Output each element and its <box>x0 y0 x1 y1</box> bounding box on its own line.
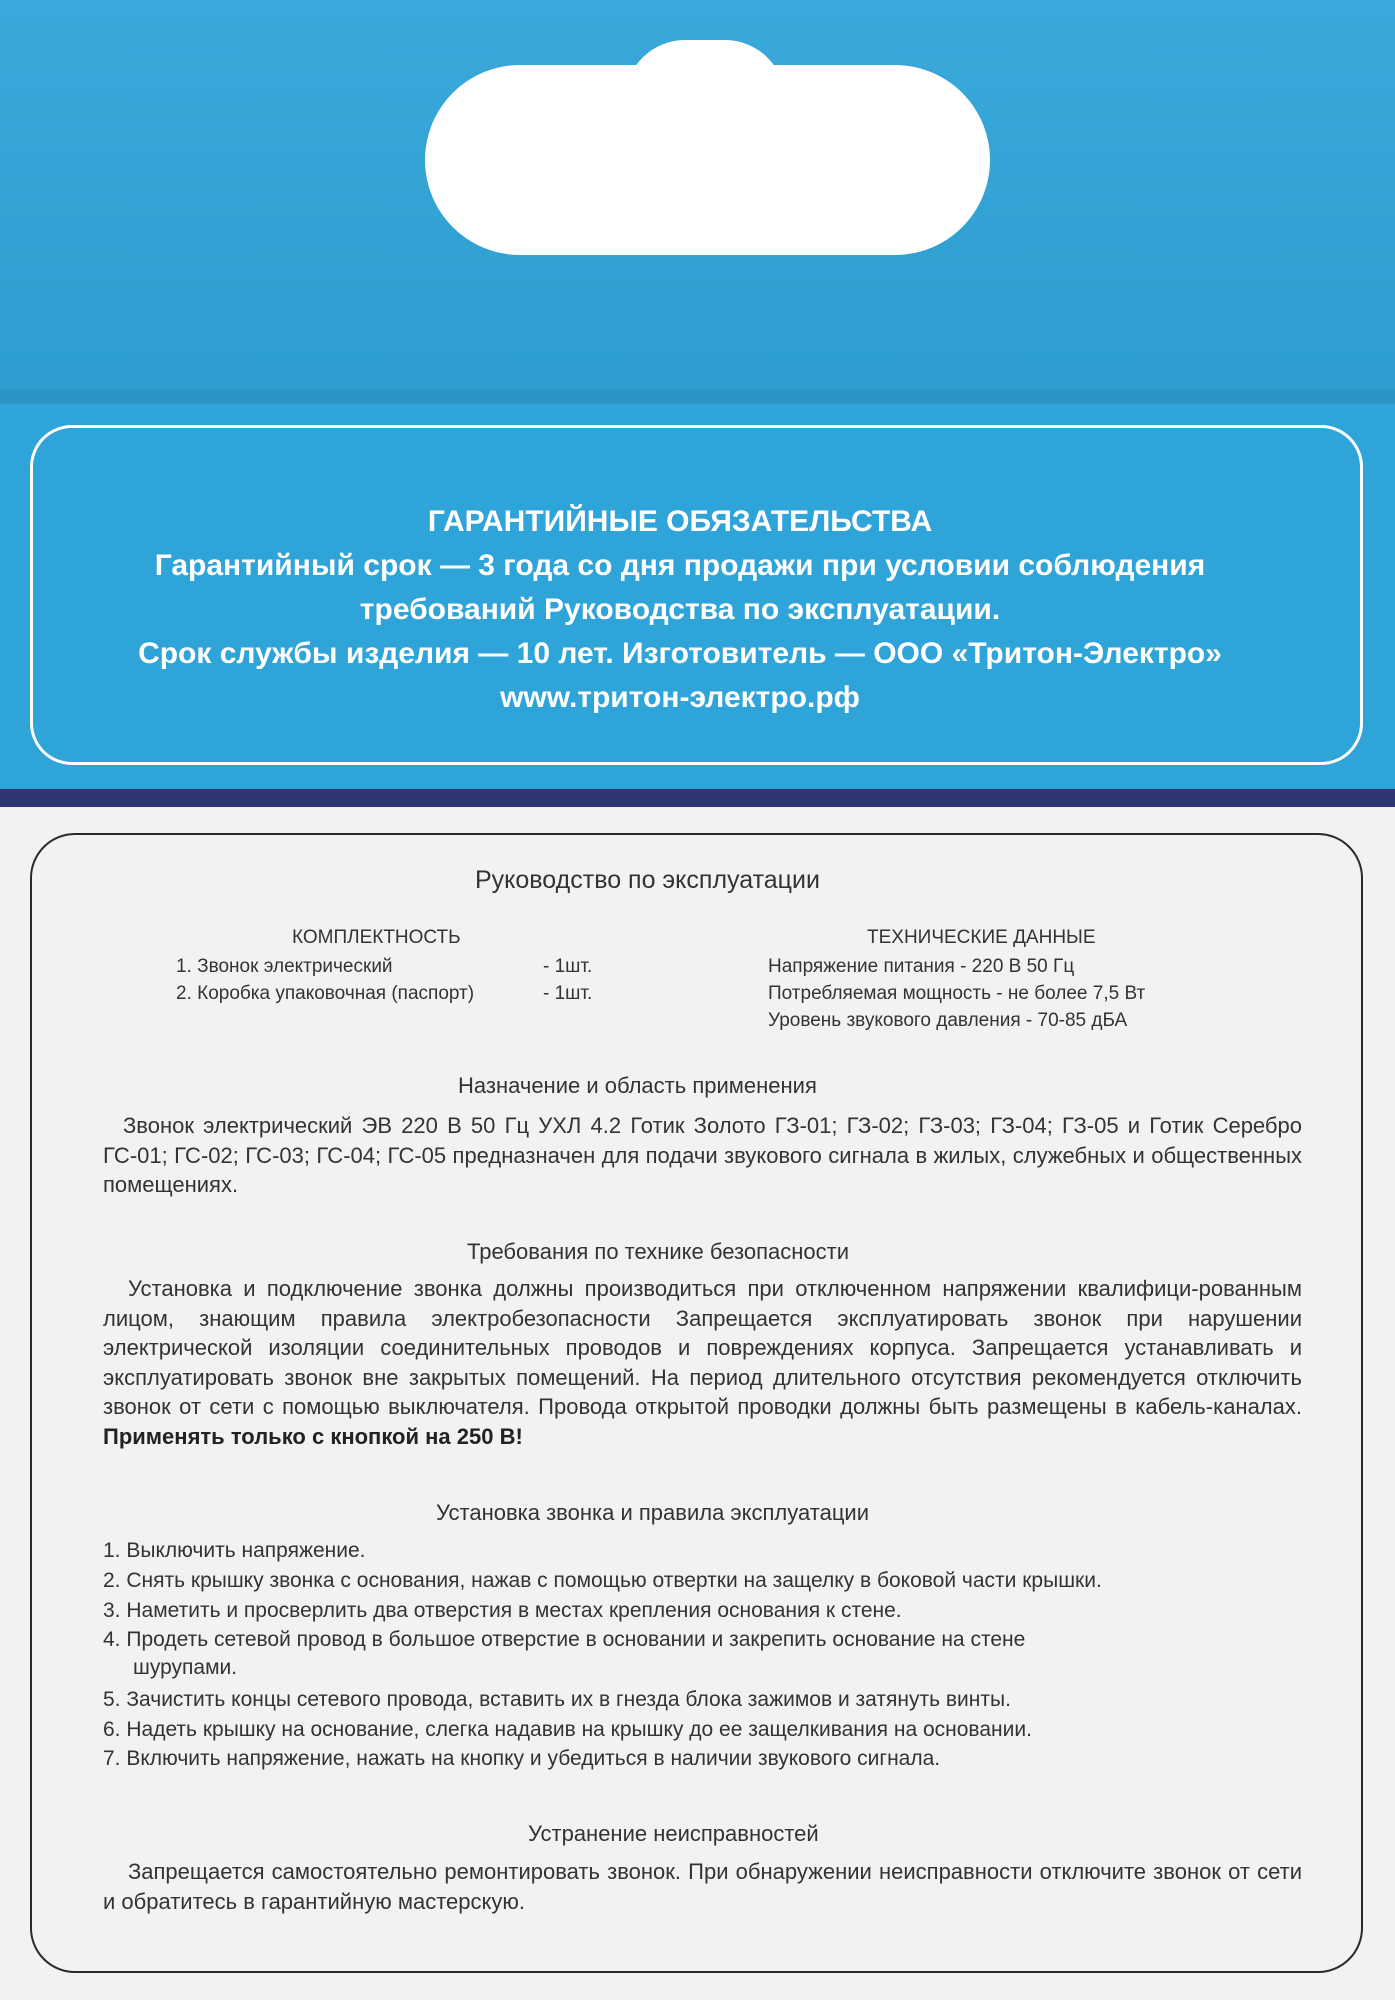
install-step-6: 6. Надеть крышку на основание, слегка надавив на крышку до ее защелкивания на основании. <box>103 1718 1032 1741</box>
install-step-2: 2. Снять крышку звонка с основания, нажав с помощью отвертки на защелку в боковой части крышки. <box>103 1569 1102 1592</box>
warranty-line-1: Гарантийный срок — 3 года со дня продажи при условии соблюдения <box>154 549 1206 582</box>
repair-heading: Устранение неисправностей <box>528 1821 819 1846</box>
hang-hole <box>425 65 990 255</box>
spec-item-1: Напряжение питания - 220 В 50 Гц <box>768 956 1075 977</box>
install-step-3: 3. Наметить и просверлить два отверстия в местах крепления основания к стене. <box>103 1599 902 1622</box>
navy-band <box>0 789 1395 807</box>
install-step-1: 1. Выключить напряжение. <box>103 1539 366 1562</box>
warranty-line-3: Срок службы изделия — 10 лет. Изготовитель — ООО «Тритон-Электро» <box>138 637 1222 670</box>
safety-paragraph <box>103 1274 1302 1451</box>
safety-heading: Требования по технике безопасности <box>467 1239 849 1264</box>
install-step-4-cont: шурупами. <box>133 1656 238 1679</box>
kit-item-2-qty: - 1шт. <box>543 983 593 1004</box>
safety-text: Установка и подключение звонка должны производиться при отключенном напряжении квалифици-рованным лицом, знающим правила электробезопасности Запрещается эксплуатировать звонок при нарушении электрической изоляции соединительных проводов и повреждениях корпуса. Запрещается устанавливать и эксплуатировать звонок вне закрытых помещений. На период длительного отсутствия рекомендуется отключить звонок от сети с помощью выключателя. Провода открытой проводки должны быть размещены в кабель-каналах. <box>103 1276 1302 1419</box>
kit-heading: КОМПЛЕКТНОСТЬ <box>292 927 461 948</box>
warranty-text <box>60 500 1300 720</box>
install-step-5: 5. Зачистить концы сетевого провода, вставить их в гнезда блока зажимов и затянуть винты. <box>103 1688 1011 1711</box>
manual-title: Руководство по эксплуатации <box>475 866 820 894</box>
kit-item-2-name: 2. Коробка упаковочная (паспорт) <box>176 983 475 1004</box>
spec-item-2: Потребляемая мощность - не более 7,5 Вт <box>768 983 1146 1004</box>
warranty-website: www.тритон-электро.рф <box>500 681 860 714</box>
install-heading: Установка звонка и правила эксплуатации <box>436 1500 870 1525</box>
spec-item-3: Уровень звукового давления - 70-85 дБА <box>768 1010 1128 1031</box>
specs-heading: ТЕХНИЧЕСКИЕ ДАННЫЕ <box>867 927 1096 948</box>
warranty-line-2: требований Руководства по эксплуатации. <box>359 593 1001 626</box>
warranty-title: ГАРАНТИЙНЫЕ ОБЯЗАТЕЛЬСТВА <box>427 505 933 538</box>
kit-item-1-qty: - 1шт. <box>543 956 593 977</box>
safety-warning: Применять только с кнопкой на 250 В! <box>103 1423 523 1449</box>
install-step-7: 7. Включить напряжение, нажать на кнопку и убедиться в наличии звукового сигнала. <box>103 1747 941 1770</box>
repair-text: Запрещается самостоятельно ремонтировать звонок. При обнаружении неисправности отключите звонок от сети и обратитесь в гарантийную мастерскую. <box>103 1859 1302 1914</box>
purpose-text: Звонок электрический ЭВ 220 В 50 Гц УХЛ 4.2 Готик Золото ГЗ-01; ГЗ-02; ГЗ-03; ГЗ-04; ГЗ-05 и Готик Серебро ГС-01; ГС-02; ГС-03; ГС-04; ГС-05 предназначен для подачи звукового сигнала в жилых, служебных и общественных помещениях. <box>103 1113 1302 1197</box>
purpose-heading: Назначение и область применения <box>458 1073 817 1098</box>
install-step-4: 4. Продеть сетевой провод в большое отверстие в основании и закрепить основание на стене <box>103 1628 1026 1651</box>
kit-item-1-name: 1. Звонок электрический <box>176 956 393 977</box>
